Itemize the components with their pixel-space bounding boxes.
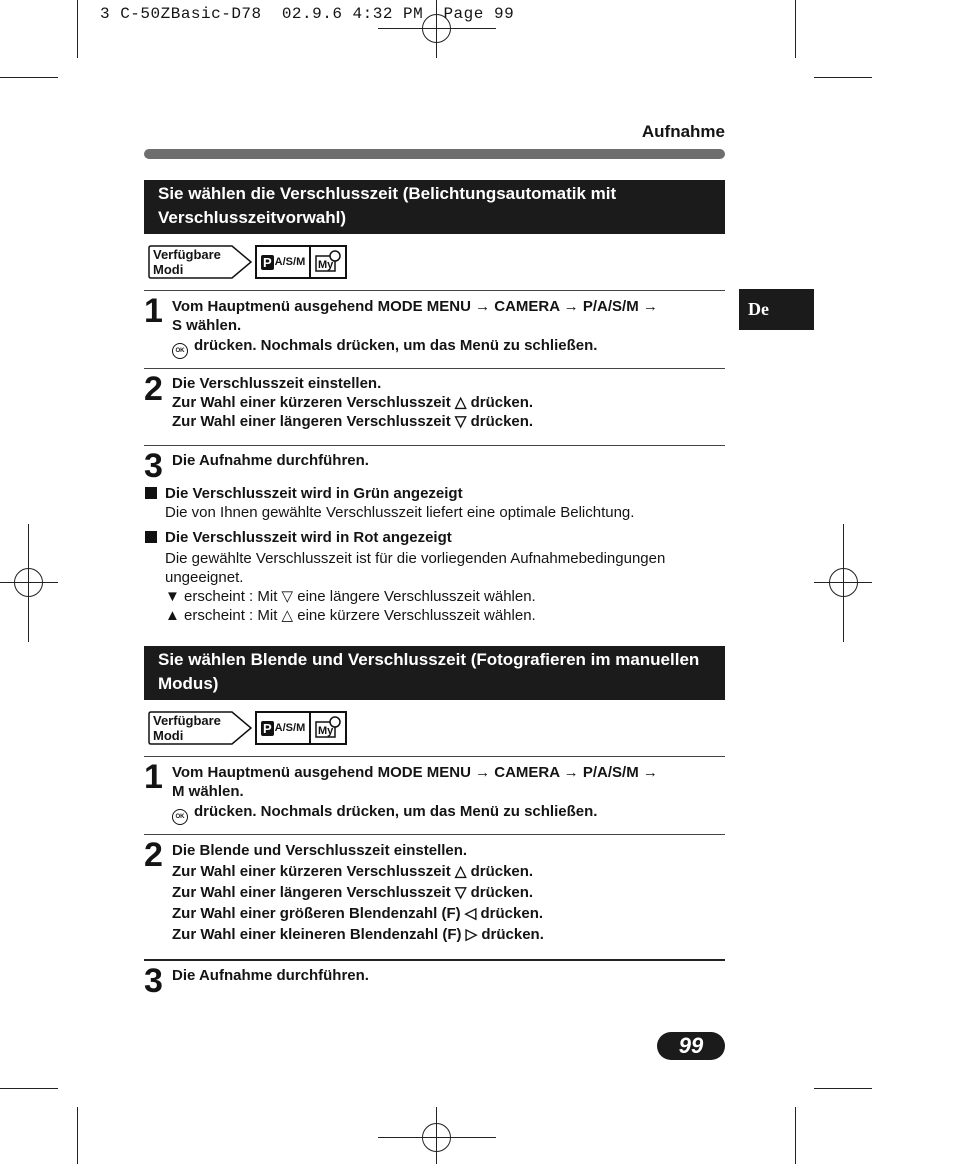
- modes-label-2: Modi: [153, 728, 184, 743]
- ok-button-icon: OK: [172, 809, 188, 825]
- mode-pasm: [257, 247, 311, 277]
- s2-step1-number: 1: [144, 758, 162, 796]
- s2-step2-line2: Zur Wahl einer kürzeren Verschlusszeit △ drücken.: [172, 863, 534, 880]
- s2-step3-number: 3: [144, 962, 162, 1000]
- s2-step1-line2: M wählen.: [172, 783, 244, 800]
- mode-my-icon: [311, 713, 345, 743]
- s2-step2-line1: Die Blende und Verschlusszeit einstellen.: [172, 842, 468, 859]
- step-divider: [144, 290, 725, 291]
- step-divider: [144, 445, 725, 446]
- modes-label-1: Verfügbare: [153, 247, 221, 262]
- s1-step1-line3: drücken. Nochmals drücken, um das Menü zu schließen.: [194, 337, 598, 354]
- s2-step1-line1: Vom Hauptmenü ausgehend MODE MENU → CAMERA → P/A/S/M →: [172, 764, 658, 781]
- registration-mark-bottom: [378, 1107, 496, 1164]
- header-rule: [144, 149, 725, 159]
- square-bullet-icon: [145, 487, 157, 499]
- s1-step2-line3: Zur Wahl einer längeren Verschlusszeit ▽ drücken.: [172, 413, 534, 430]
- s1-step2-number: 2: [144, 370, 162, 408]
- square-bullet-icon: [145, 531, 157, 543]
- step-divider: [144, 368, 725, 369]
- mode-p-icon: P: [263, 720, 272, 736]
- note-red-line1: Die gewählte Verschlusszeit ist für die vorliegenden Aufnahmebedingungen: [165, 550, 666, 567]
- s1-step2-text: [172, 374, 533, 431]
- mode-my-icon: [311, 247, 345, 277]
- section1-title: Sie wählen die Verschlusszeit (Belichtungsautomatik mit Verschlusszeitvorwahl): [144, 180, 725, 234]
- ok-button-icon: OK: [172, 343, 188, 359]
- s1-step1-text: [172, 297, 658, 359]
- language-tab: De: [739, 289, 814, 330]
- s2-step3-line1: Die Aufnahme durchführen.: [172, 967, 369, 984]
- s1-step3-line1: Die Aufnahme durchführen.: [172, 452, 369, 469]
- s2-step2-text: [172, 840, 544, 945]
- section2-title: Sie wählen Blende und Verschlusszeit (Fotografieren im manuellen Modus): [144, 646, 725, 700]
- mode-box: [255, 245, 347, 279]
- step-divider: [144, 834, 725, 835]
- mode-asm-label: A/S/M: [274, 256, 306, 268]
- s1-step1-number: 1: [144, 292, 162, 330]
- s1-step3-number: 3: [144, 447, 162, 485]
- s2-step2-number: 2: [144, 836, 162, 874]
- modes-label-2: Modi: [153, 262, 184, 277]
- step-divider: [144, 959, 725, 961]
- chapter-header: Aufnahme: [641, 122, 725, 141]
- note-red-line4: ▲ erscheint : Mit △ eine kürzere Verschlusszeit wählen.: [165, 607, 536, 624]
- svg-text:My: My: [318, 259, 334, 271]
- s2-step1-line3: drücken. Nochmals drücken, um das Menü zu schließen.: [194, 803, 598, 820]
- s2-step1-text: [172, 763, 658, 825]
- s1-step1-line2: S wählen.: [172, 317, 242, 334]
- s2-step2-line3: Zur Wahl einer längeren Verschlusszeit ▽ drücken.: [172, 884, 534, 901]
- note-red-line3: ▼ erscheint : Mit ▽ eine längere Verschlusszeit wählen.: [165, 588, 536, 605]
- s1-step1-line1: Vom Hauptmenü ausgehend MODE MENU → CAMERA → P/A/S/M →: [172, 298, 658, 315]
- mode-p-icon: P: [263, 254, 272, 270]
- mode-pasm: [257, 713, 311, 743]
- page-number: 99: [657, 1032, 725, 1060]
- note-red-text: [165, 549, 665, 625]
- note-green-text: Die von Ihnen gewählte Verschlusszeit liefert eine optimale Belichtung.: [165, 504, 635, 521]
- registration-mark-right: [814, 524, 872, 642]
- step-divider: [144, 756, 725, 757]
- mode-box: [255, 711, 347, 745]
- s1-step2-line2: Zur Wahl einer kürzeren Verschlusszeit △ drücken.: [172, 394, 534, 411]
- note-red-heading: Die Verschlusszeit wird in Rot angezeigt: [145, 528, 452, 547]
- printer-slug: 3 C-50ZBasic-D78 02.9.6 4:32 PM Page 99: [100, 5, 515, 23]
- registration-mark-left: [0, 524, 58, 642]
- note-green-heading: Die Verschlusszeit wird in Grün angezeigt: [145, 484, 463, 503]
- svg-text:My: My: [318, 725, 334, 737]
- note-red-line2: ungeeignet.: [165, 569, 244, 586]
- modes-label-1: Verfügbare: [153, 713, 221, 728]
- registration-mark-top: [378, 0, 496, 58]
- s1-step2-line1: Die Verschlusszeit einstellen.: [172, 375, 382, 392]
- s2-step2-line5: Zur Wahl einer kleineren Blendenzahl (F) ▷ drücken.: [172, 926, 544, 943]
- s2-step2-line4: Zur Wahl einer größeren Blendenzahl (F) ◁ drücken.: [172, 905, 544, 922]
- mode-asm-label: A/S/M: [274, 722, 306, 734]
